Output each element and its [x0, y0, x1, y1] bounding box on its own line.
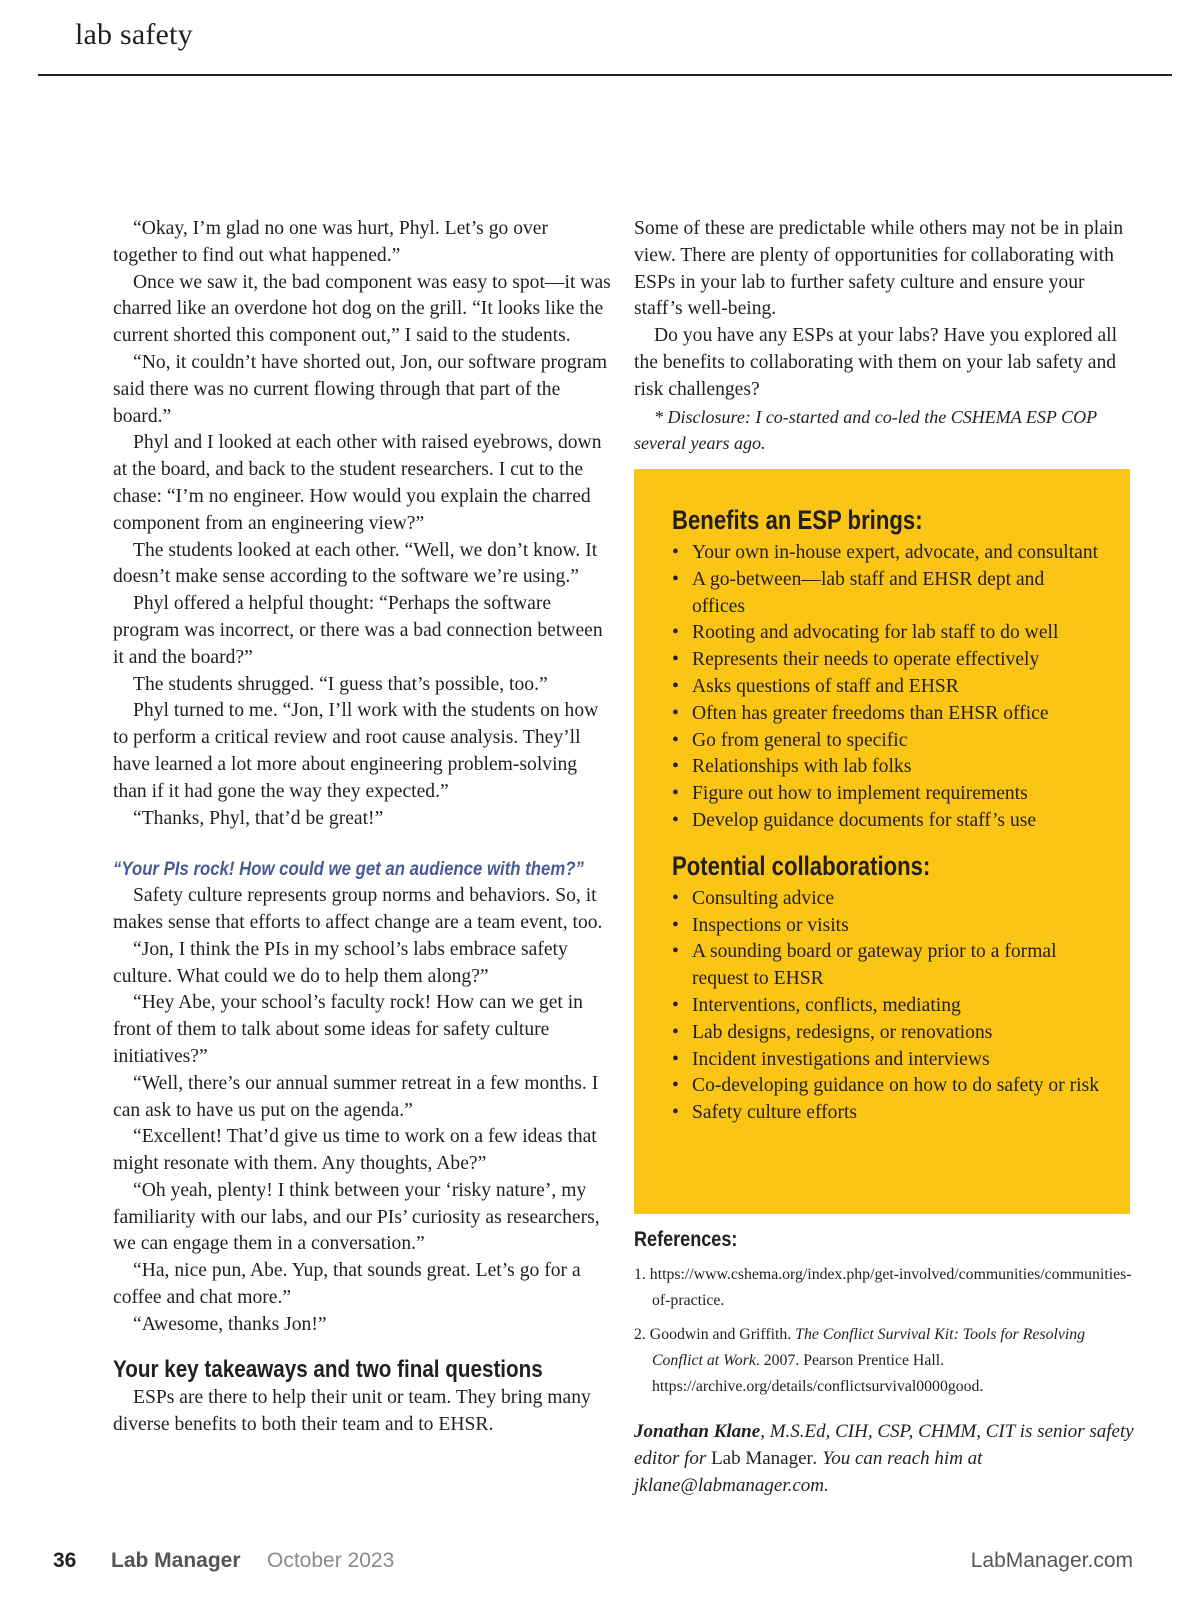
body-paragraph: Once we saw it, the bad component was easy to spot—it was charred like an overdone hot dog on the grill. “It looks like the current shorted this component out,” I said to the students.: [113, 271, 611, 347]
right-column: [634, 216, 1134, 457]
body-paragraph: “Excellent! That’d give us time to work on a few ideas that might resonate with them. Any thoughts, Abe?”: [113, 1126, 597, 1175]
list-item: • Your own in-house expert, advocate, and consultant: [672, 540, 1100, 567]
left-column: [113, 216, 613, 1439]
list-item: • Inspections or visits: [672, 913, 1100, 940]
reference-authors: 2. Goodwin and Griffith.: [634, 1326, 796, 1343]
body-paragraph: “Oh yeah, plenty! I think between your ‘risky nature’, my familiarity with our labs, and our PIs’ curiosity as researchers, we can engage them in a conversation.”: [113, 1179, 600, 1255]
collaborations-title: Potential collaborations:: [672, 850, 931, 881]
body-paragraph: The students looked at each other. “Well, we don’t know. It doesn’t make sense according to the software we’re using.”: [113, 539, 598, 588]
esp-sidebar-box: [634, 469, 1130, 1214]
website-link[interactable]: LabManager.com: [970, 1549, 1133, 1572]
section-heading: Your key takeaways and two final questions: [113, 1355, 543, 1383]
body-paragraph: Phyl and I looked at each other with raised eyebrows, down at the board, and back to the student researchers. I cut to the chase: “I’m no engineer. How would you explain the charred component from an engineering view?”: [113, 432, 602, 534]
body-paragraph: ESPs are there to help their unit or team. They bring many diverse benefits to both their team and to EHSR.: [113, 1387, 591, 1436]
list-item: • Rooting and advocating for lab staff to do well: [672, 620, 1100, 647]
disclosure-note: * Disclosure: I co-started and co-led the CSHEMA ESP COP several years ago.: [634, 406, 1097, 454]
list-item: • Incident investigations and interviews: [672, 1047, 1100, 1074]
publication-name: Lab Manager: [711, 1448, 813, 1469]
body-paragraph: “Okay, I’m glad no one was hurt, Phyl. Let’s go over together to find out what happened.”: [113, 218, 549, 266]
benefits-title: Benefits an ESP brings:: [672, 505, 923, 535]
list-item: • A sounding board or gateway prior to a formal request to EHSR: [672, 939, 1100, 993]
body-paragraph: The students shrugged. “I guess that’s possible, too.”: [133, 673, 548, 695]
list-item: • Figure out how to implement requirements: [672, 781, 1100, 808]
benefits-list: [672, 540, 1100, 835]
list-item: • Develop guidance documents for staff’s use: [672, 808, 1100, 835]
body-paragraph: “Jon, I think the PIs in my school’s labs embrace safety culture. What could we do to help them along?”: [113, 938, 568, 987]
collaborations-list: [672, 886, 1100, 1127]
list-item: • Asks questions of staff and EHSR: [672, 674, 1100, 701]
list-item: • Relationships with lab folks: [672, 754, 1100, 781]
body-paragraph: “Hey Abe, your school’s faculty rock! How can we get in front of them to talk about some ideas for safety culture initiatives?”: [113, 992, 583, 1067]
body-paragraph: Some of these are predictable while others may not be in plain view. There are plenty of opportunities for collaborating with ESPs in your lab to further safety culture and ensure your staff’s well-being.: [634, 218, 1124, 320]
reference-link[interactable]: 1. https://www.cshema.org/index.php/get-involved/communities/communities-of-practice.: [634, 1266, 1132, 1309]
body-paragraph: Phyl offered a helpful thought: “Perhaps the software program was incorrect, or there was a bad connection between it and the board?”: [113, 593, 603, 668]
list-item: • Co-developing guidance on how to do safety or risk: [672, 1073, 1100, 1100]
references-title: References:: [634, 1228, 738, 1251]
list-item: • Represents their needs to operate effectively: [672, 647, 1100, 674]
body-paragraph: Do you have any ESPs at your labs? Have you explored all the benefits to collaborating with them on your lab safety and risk challenges?: [634, 325, 1118, 400]
reference-item: [634, 1262, 1134, 1314]
magazine-name: Lab Manager: [111, 1549, 241, 1572]
author-contact[interactable]: . You can reach him at jklane@labmanager.com.: [634, 1448, 983, 1496]
body-paragraph: Phyl turned to me. “Jon, I’ll work with the students on how to perform a critical review and root cause analysis. They’ll have learned a lot more about engineering problem-solving than if it had gone the way they expected.”: [113, 700, 599, 802]
author-bio: [634, 1418, 1134, 1499]
list-item: • Consulting advice: [672, 886, 1100, 913]
references: [634, 1228, 1134, 1408]
list-item: • Interventions, conflicts, mediating: [672, 993, 1100, 1020]
section-label: lab safety: [75, 18, 193, 51]
page-number: 36: [53, 1549, 77, 1572]
reference-item: [634, 1322, 1134, 1400]
list-item: • A go-between—lab staff and EHSR dept and offices: [672, 567, 1100, 621]
list-item: • Lab designs, redesigns, or renovations: [672, 1020, 1100, 1047]
reference-details[interactable]: . 2007. Pearson Prentice Hall. https://archive.org/details/conflictsurvival0000good.: [652, 1352, 984, 1395]
header-rule: [38, 74, 1172, 76]
list-item: • Safety culture efforts: [672, 1100, 1100, 1127]
body-paragraph: “No, it couldn’t have shorted out, Jon, our software program said there was no current flowing through that part of the board.”: [113, 351, 608, 427]
list-item: • Often has greater freedoms than EHSR office: [672, 701, 1100, 728]
body-paragraph: “Ha, nice pun, Abe. Yup, that sounds great. Let’s go for a coffee and chat more.”: [113, 1260, 581, 1309]
body-paragraph: “Well, there’s our annual summer retreat in a few months. I can ask to have us put on the agenda.”: [113, 1072, 599, 1121]
body-paragraph: “Awesome, thanks Jon!”: [133, 1313, 327, 1335]
pull-subhead: “Your PIs rock! How could we get an audience with them?”: [113, 858, 584, 881]
issue-date: October 2023: [267, 1549, 395, 1572]
author-name: Jonathan Klane: [634, 1421, 761, 1442]
list-item: • Go from general to specific: [672, 728, 1100, 755]
author-credentials: , M.S.Ed, CIH, CSP, CHMM, CIT is senior safety editor for: [634, 1421, 1134, 1469]
body-paragraph: “Thanks, Phyl, that’d be great!”: [133, 807, 384, 829]
body-paragraph: Safety culture represents group norms and behaviors. So, it makes sense that efforts to affect change are a team event, too.: [113, 885, 603, 933]
reference-book-title: The Conflict Survival Kit: Tools for Resolving Conflict at Work: [652, 1326, 1086, 1369]
page-footer: [53, 1549, 1133, 1579]
